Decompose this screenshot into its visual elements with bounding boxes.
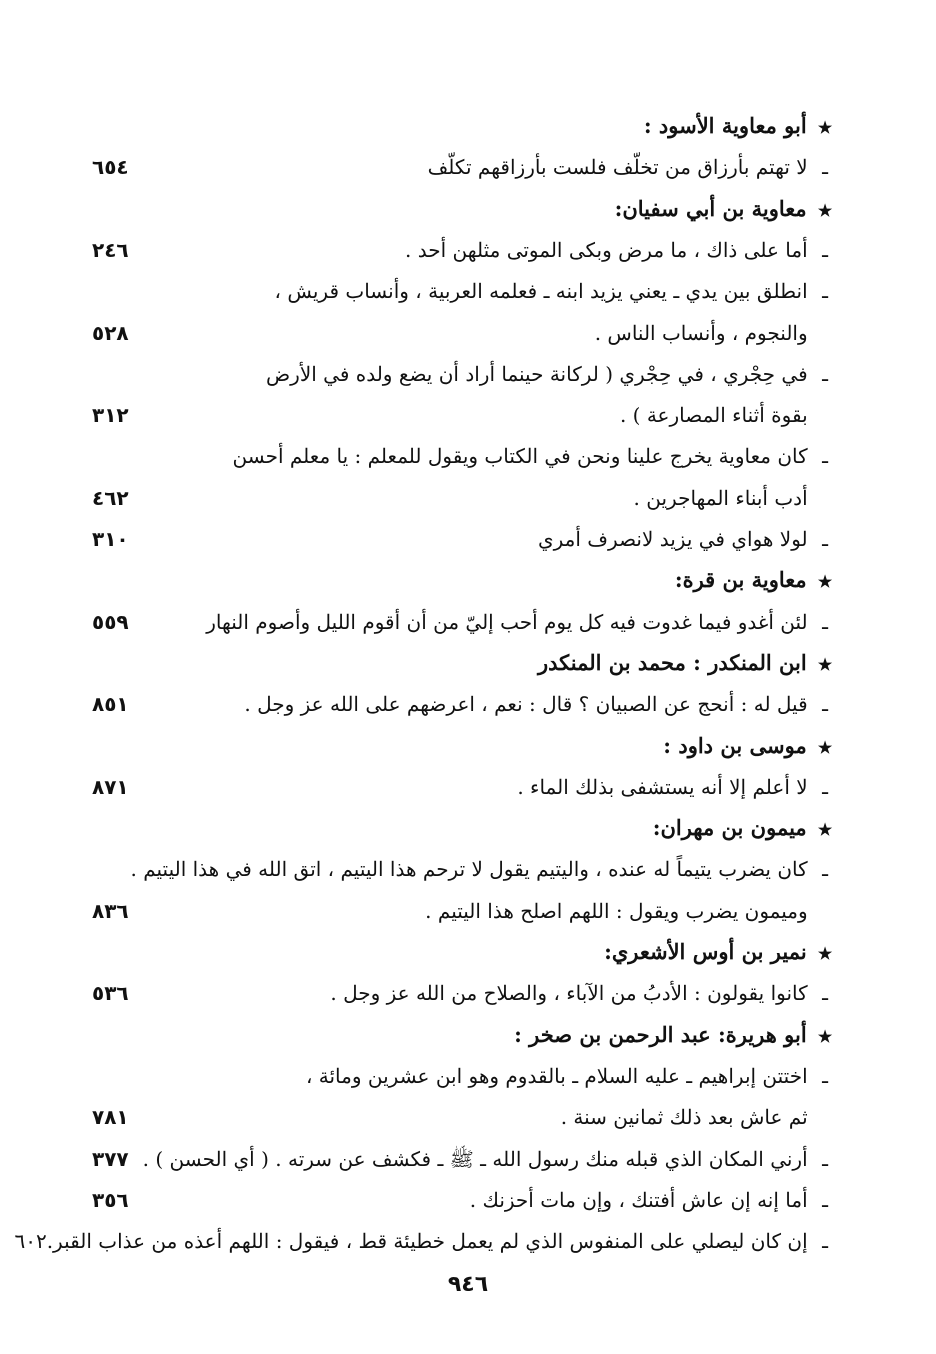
star-icon: ★ <box>817 201 833 220</box>
entry-text: أرني المكان الذي قبله منك رسول الله ـ ﷺ ـ فكشف عن سرته . ( أي الحسن ) . <box>142 1147 814 1171</box>
entry-text: في حِجْري ، في حِجْري ( لركانة حينما أراد أن يضع ولده في الأرض <box>265 362 814 386</box>
entry-text: أما إنه إن عاش أفتنك ، وإن مات أحزنك . <box>469 1188 814 1212</box>
entry-text: كان يضرب يتيماً له عنده ، واليتيم يقول لا ترحم هذا اليتيم ، اتق الله في هذا اليتيم . <box>130 857 814 881</box>
index-entry <box>14 1221 836 1261</box>
page-reference: ٣١٠ <box>92 527 129 551</box>
entry-text: انطلق بين يدي ـ يعني يزيد ابنه ـ فعلمه العربية ، وأنساب قريش ، <box>274 279 814 303</box>
index-entry <box>60 1139 836 1179</box>
entry-text: لولا هواي في يزيد لانصرف أمري <box>537 527 814 551</box>
page-reference: ٥٣٦ <box>92 981 129 1005</box>
section-heading <box>60 106 836 146</box>
entry-text: وميمون يضرب ويقول : اللهم اصلح هذا اليتيم . <box>425 899 814 923</box>
index-entry <box>60 684 836 724</box>
entry-text: والنجوم ، وأنساب الناس . <box>594 321 814 345</box>
dash-mark: ـ <box>822 610 828 634</box>
section-heading <box>60 643 836 683</box>
index-entry <box>60 973 836 1013</box>
dash-mark: ـ <box>822 155 828 179</box>
index-entry-continuation <box>60 1097 836 1137</box>
dash-mark: ـ <box>822 692 828 716</box>
star-icon: ★ <box>817 944 833 963</box>
page-reference: ٨٧١ <box>92 775 129 799</box>
index-entry <box>60 436 836 476</box>
section-heading <box>60 560 836 600</box>
star-icon: ★ <box>817 572 833 591</box>
heading-text: موسى بن داود : <box>663 733 814 758</box>
section-heading <box>60 726 836 766</box>
entry-text: أدب أبناء المهاجرين . <box>633 486 814 510</box>
page-reference: ٤٦٢ <box>92 486 129 510</box>
heading-text: معاوية بن قرة: <box>674 567 814 592</box>
index-entry <box>60 767 836 807</box>
dash-mark: ـ <box>822 444 828 468</box>
entry-text: اختتن إبراهيم ـ عليه السلام ـ بالقدوم وهو ابن عشرين ومائة ، <box>305 1064 814 1088</box>
heading-text: ابن المنكدر : محمد بن المنكدر <box>537 650 814 675</box>
entry-text: أما على ذاك ، ما مرض وبكى الموتى مثلهن أحد . <box>405 238 814 262</box>
index-entry-continuation <box>60 313 836 353</box>
heading-text: نمير بن أوس الأشعري: <box>604 939 814 964</box>
index-entry-continuation <box>60 395 836 435</box>
entry-text: كانوا يقولون : الأدبُ من الآباء ، والصلاح من الله عز وجل . <box>330 981 814 1005</box>
entry-text: قيل له : أنحج عن الصبيان ؟ قال : نعم ، اعرضهم على الله عز وجل . <box>244 692 814 716</box>
dash-mark: ـ <box>822 527 828 551</box>
section-heading <box>60 189 836 229</box>
star-icon: ★ <box>817 655 833 674</box>
entry-text: كان معاوية يخرج علينا ونحن في الكتاب ويقول للمعلم : يا معلم أحسن <box>232 444 814 468</box>
star-icon: ★ <box>817 1027 833 1046</box>
dash-mark: ـ <box>822 857 828 881</box>
page-reference: ٧٨١ <box>92 1105 129 1129</box>
page-reference: ٣٥٦ <box>92 1188 129 1212</box>
index-entry-continuation <box>60 478 836 518</box>
star-icon: ★ <box>817 738 833 757</box>
index-entry <box>60 519 836 559</box>
entry-text: لا تهتم بأرزاق من تخلّف فلست بأرزاقهم تكلّف <box>427 155 814 179</box>
section-heading <box>60 808 836 848</box>
page-reference: ٣١٢ <box>92 403 129 427</box>
section-heading <box>60 932 836 972</box>
page-reference: ٥٢٨ <box>92 321 129 345</box>
entry-text: لئن أغدو فيما غدوت فيه كل يوم أحب إليّ من أن أقوم الليل وأصوم النهار <box>206 610 814 634</box>
page-reference: ٢٤٦ <box>92 238 129 262</box>
entry-text: ثم عاش بعد ذلك ثمانين سنة . <box>560 1105 814 1129</box>
dash-mark: ـ <box>822 362 828 386</box>
heading-text: أبو هريرة: عبد الرحمن بن صخر : <box>514 1022 814 1047</box>
heading-text: ميمون بن مهران: <box>652 815 814 840</box>
index-entry <box>60 1056 836 1096</box>
dash-mark: ـ <box>822 775 828 799</box>
section-heading <box>60 1015 836 1055</box>
dash-mark: ـ <box>822 1188 828 1212</box>
star-icon: ★ <box>817 820 833 839</box>
index-entry <box>60 1180 836 1220</box>
page-reference: ٨٣٦ <box>92 899 129 923</box>
entry-text: بقوة أثناء المصارعة ) . <box>619 403 814 427</box>
dash-mark: ـ <box>822 1147 828 1171</box>
index-entry-continuation <box>60 891 836 931</box>
dash-mark: ـ <box>822 1064 828 1088</box>
dash-mark: ـ <box>822 238 828 262</box>
heading-text: أبو معاوية الأسود : <box>643 113 814 138</box>
index-entry <box>60 147 836 187</box>
page-reference: ٨٥١ <box>92 692 129 716</box>
page-reference: ٦٥٤ <box>92 155 129 179</box>
page-reference: ٣٧٧ <box>92 1147 129 1171</box>
dash-mark: ـ <box>822 279 828 303</box>
entry-text: إن كان ليصلي على المنفوس الذي لم يعمل خطيئة قط ، فيقول : اللهم أعذه من عذاب القبر.٦٠٢ <box>14 1229 814 1253</box>
index-entry <box>60 602 836 642</box>
index-entry <box>60 354 836 394</box>
dash-mark: ـ <box>822 981 828 1005</box>
index-entry <box>60 271 836 311</box>
index-entry <box>60 849 836 889</box>
page-reference: ٥٥٩ <box>92 610 129 634</box>
page-number: ٩٤٦ <box>447 1272 489 1297</box>
index-entry <box>60 230 836 270</box>
star-icon: ★ <box>817 118 833 137</box>
entry-text: لا أعلم إلا أنه يستشفى بذلك الماء . <box>517 775 814 799</box>
heading-text: معاوية بن أبي سفيان: <box>614 196 814 221</box>
dash-mark: ـ <box>822 1229 828 1253</box>
